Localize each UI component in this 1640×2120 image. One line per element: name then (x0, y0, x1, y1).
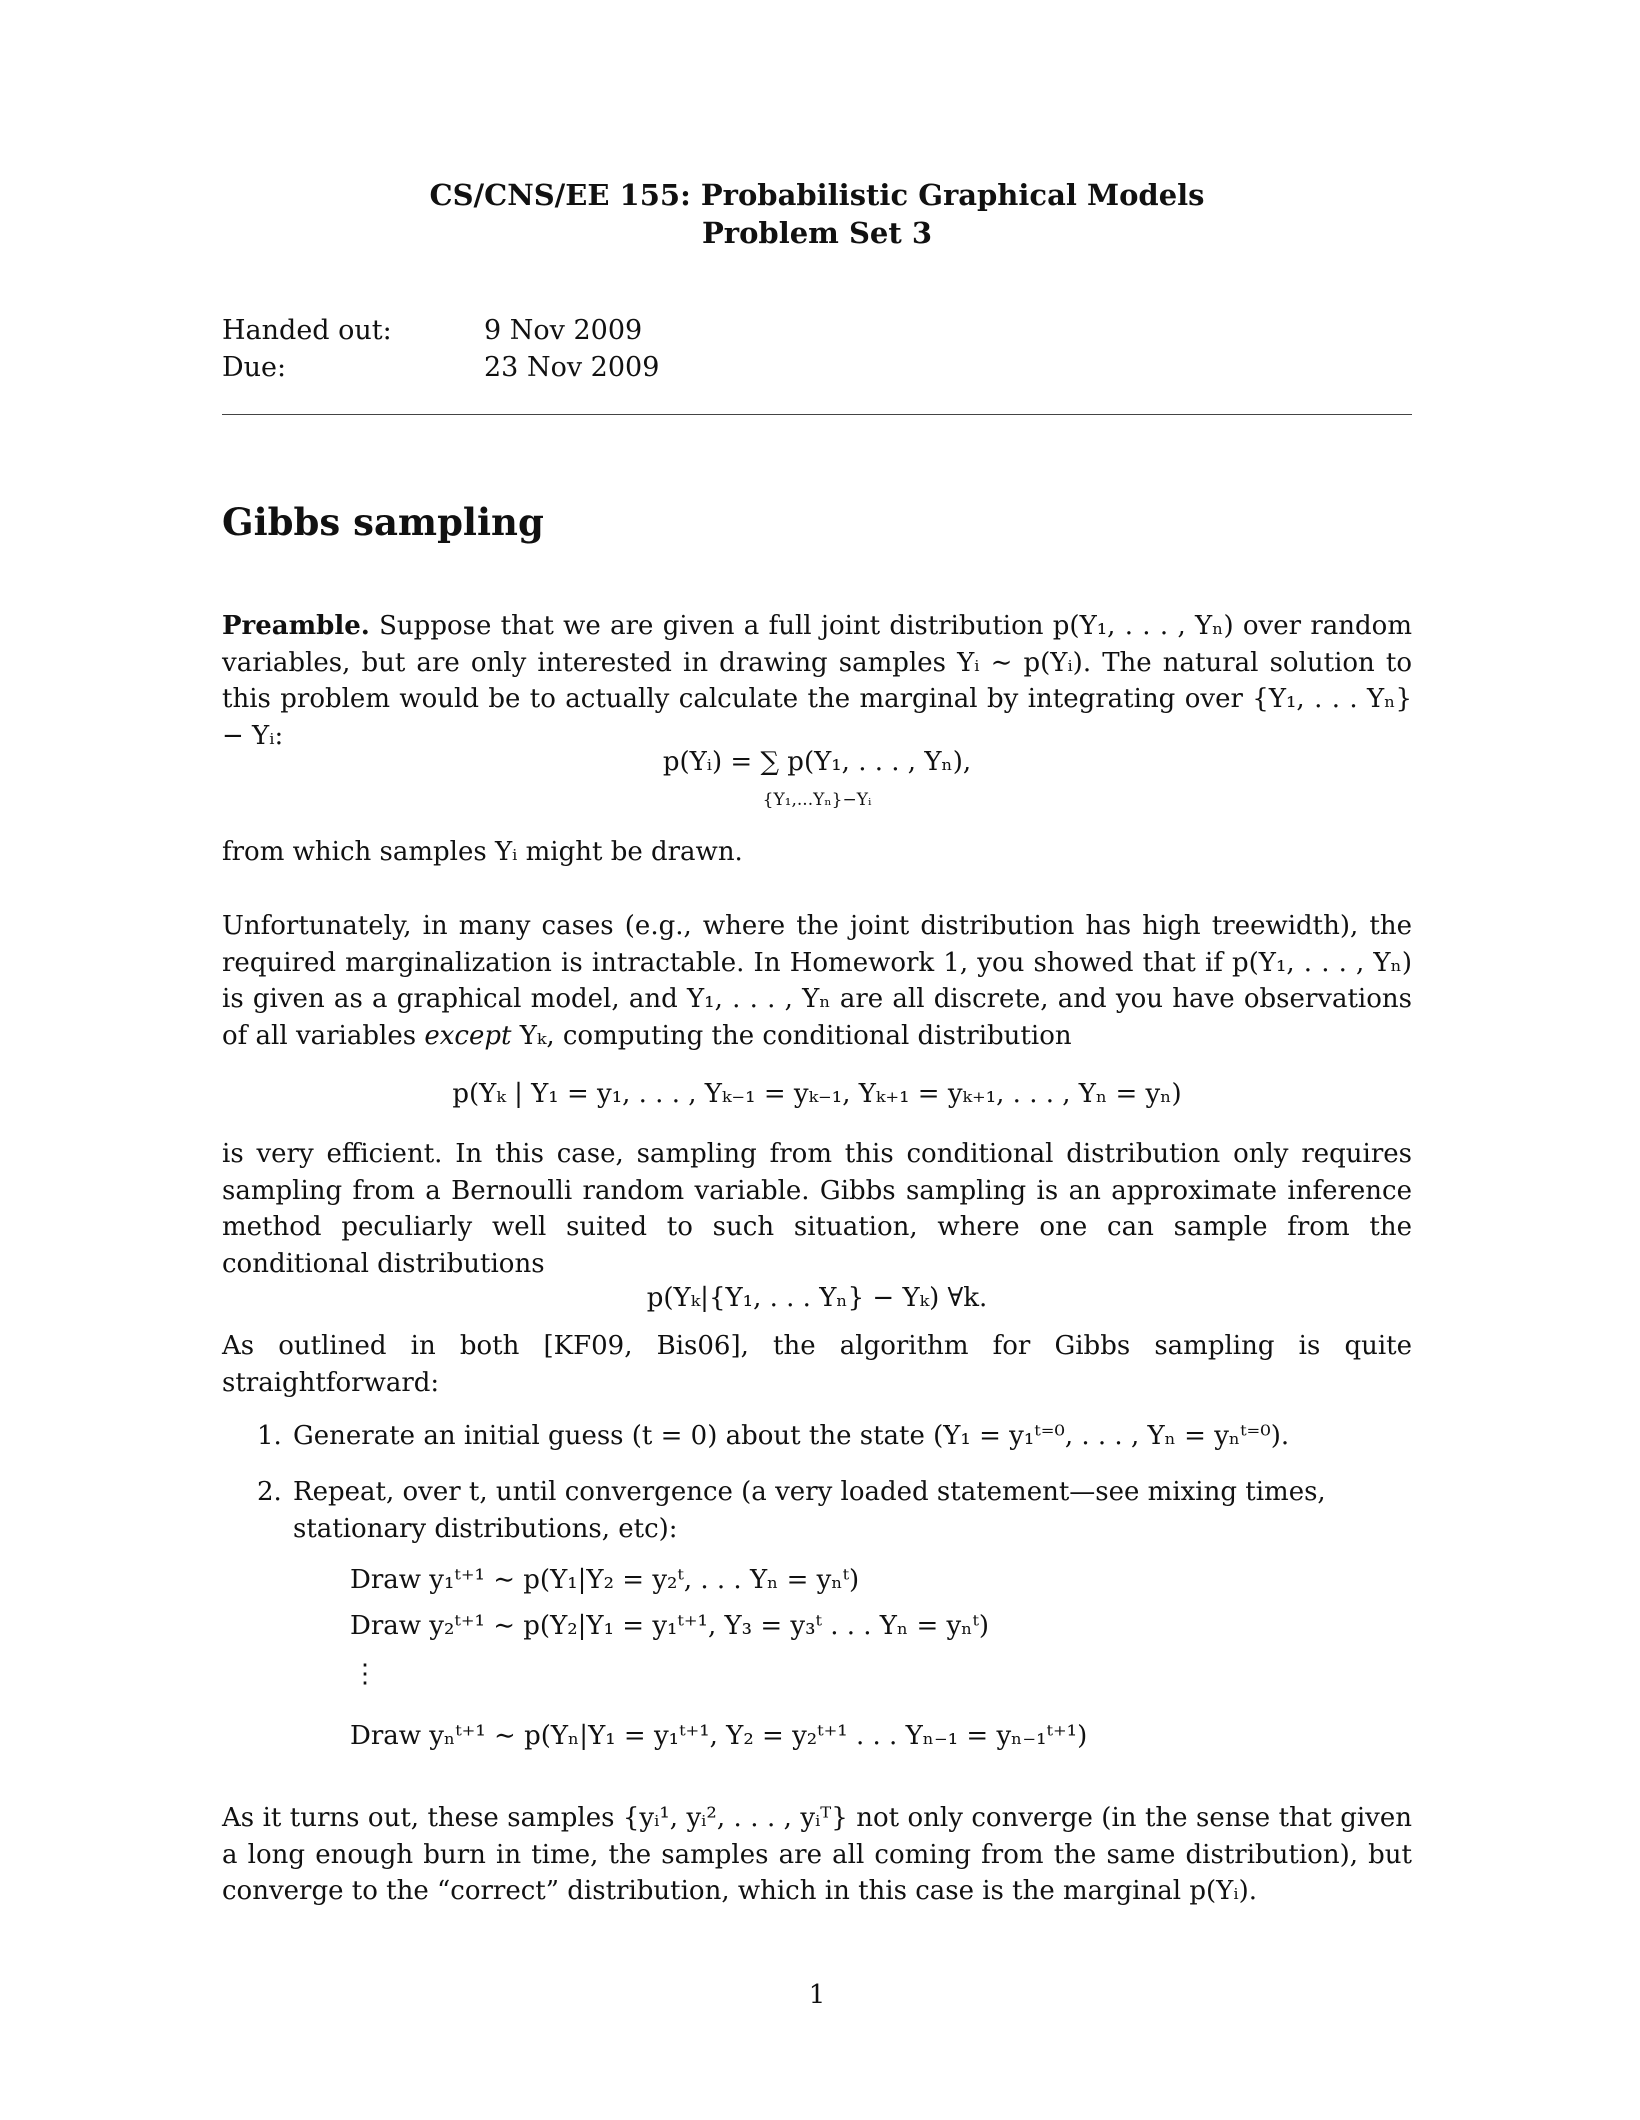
section-title: Gibbs sampling (222, 500, 544, 544)
handed-out-row (222, 312, 659, 349)
preamble-run-in: Preamble. (222, 611, 370, 641)
preamble-after: from which samples Yᵢ might be drawn. (222, 837, 743, 867)
problem-set-title: Problem Set 3 (701, 216, 933, 250)
unfortunately-paragraph (222, 908, 1412, 1054)
convergence-paragraph: As it turns out, these samples {yᵢ¹, yᵢ², . . . , yᵢᵀ} not only converge (in the sense that given a long enough burn in time, the samples are all coming from the same distribution), but converge to the “correct” distribution, which in this case is the marginal p(Yᵢ). (222, 1803, 1412, 1906)
document-header (222, 176, 1412, 252)
handed-out-label: Handed out: (222, 315, 392, 346)
step-2-number: 2. (257, 1477, 282, 1507)
due-label: Due: (222, 352, 287, 383)
marginal-equation-subscript: {Y₁,...Yₙ}−Yᵢ (762, 790, 872, 810)
algorithm-step-2 (257, 1474, 1412, 1547)
para2-italic: except (424, 1020, 512, 1051)
due-row (222, 349, 659, 386)
draw-step-y1: Draw y₁ᵗ⁺¹ ∼ p(Y₁|Y₂ = y₂ᵗ, . . . Yₙ = yₙᵗ) (350, 1565, 860, 1595)
efficiency-paragraph: is very efficient. In this case, sampling from this conditional distribution only requires sampling from a Bernoulli random variable. Gibbs sampling is an approximate inference method peculiarly well suited to such situation, where one can sample from the conditional distributions (222, 1139, 1412, 1279)
para2-text-after: Yₖ, computing the conditional distribution (519, 1020, 1072, 1051)
due-date: 23 Nov 2009 (484, 352, 660, 383)
horizontal-rule (222, 414, 1412, 415)
marginal-equation: p(Yᵢ) = ∑ p(Y₁, . . . , Yₙ), (662, 747, 972, 777)
full-conditional-equation: p(Yₖ|{Y₁, . . . Yₙ} − Yₖ) ∀k. (646, 1283, 988, 1313)
para2-text-before: Unfortunately, in many cases (e.g., where the joint distribution has high treewidth), the required marginalization is intractable. In Homework 1, you showed that if p(Y₁, . . . , Yₙ) is given as a graphical model, and Y₁, . . . , Yₙ are all discrete, and you have observations of all variables (222, 911, 1412, 1051)
draw-step-y2: Draw y₂ᵗ⁺¹ ∼ p(Y₂|Y₁ = y₁ᵗ⁺¹, Y₃ = y₃ᵗ . . . Yₙ = yₙᵗ) (350, 1611, 990, 1641)
step-1-number: 1. (257, 1421, 282, 1451)
page-number: 1 (808, 1980, 826, 2010)
step-1-text: Generate an initial guess (t = 0) about the state (Y₁ = y₁ᵗ⁼⁰, . . . , Yₙ = yₙᵗ⁼⁰). (293, 1421, 1290, 1451)
handed-out-date: 9 Nov 2009 (484, 315, 643, 346)
vertical-ellipsis: ⋮ (352, 1659, 378, 1689)
conditional-equation: p(Yₖ | Y₁ = y₁, . . . , Yₖ₋₁ = yₖ₋₁, Yₖ₊₁ = yₖ₊₁, . . . , Yₙ = yₙ) (452, 1079, 1182, 1109)
preamble-text: Suppose that we are given a full joint distribution p(Y₁, . . . , Yₙ) over random variables, but are only interested in drawing samples Yᵢ ∼ p(Yᵢ). The natural solution to this problem would be to actually calculate the marginal by integrating over {Y₁, . . . Yₙ} − Yᵢ: (222, 611, 1412, 751)
algorithm-intro: As outlined in both [KF09, Bis06], the algorithm for Gibbs sampling is quite straightforward: (222, 1331, 1412, 1398)
dates-block (222, 312, 659, 386)
preamble-paragraph (222, 608, 1412, 754)
draw-step-yn: Draw yₙᵗ⁺¹ ∼ p(Yₙ|Y₁ = y₁ᵗ⁺¹, Y₂ = y₂ᵗ⁺¹ . . . Yₙ₋₁ = yₙ₋₁ᵗ⁺¹) (350, 1721, 1088, 1751)
document-page (222, 0, 1412, 2120)
course-title: CS/CNS/EE 155: Probabilistic Graphical Models (429, 178, 1205, 212)
step-2-text: Repeat, over t, until convergence (a very loaded statement—see mixing times, stationary distributions, etc): (293, 1477, 1326, 1544)
algorithm-step-1 (257, 1418, 1412, 1455)
